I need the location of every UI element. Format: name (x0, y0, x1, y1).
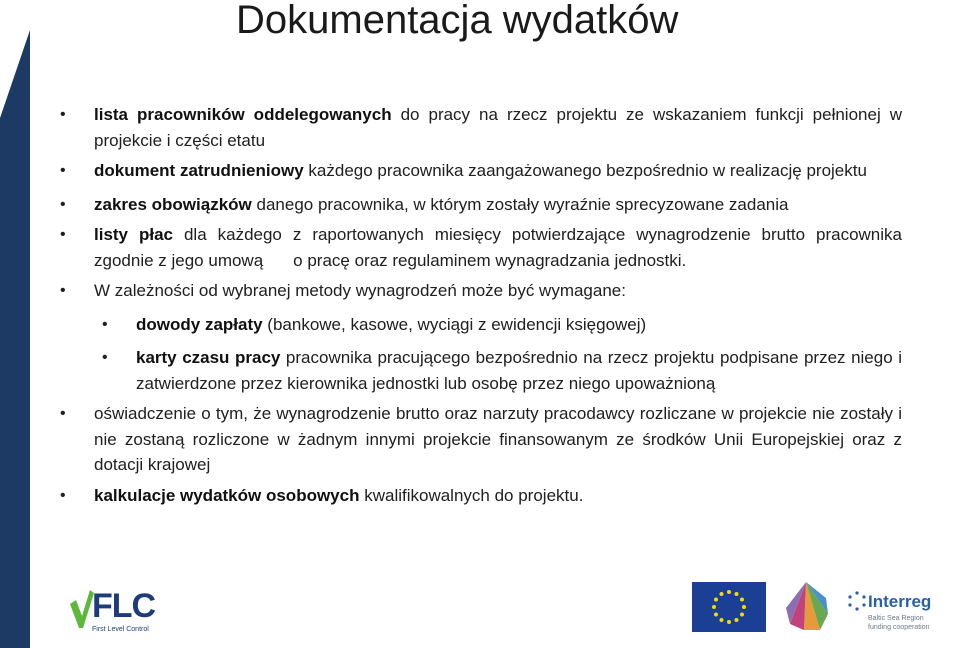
eu-star (735, 618, 739, 622)
bullet-text: każdego pracownika zaangażowanego bezpośrednio w realizację projektu (303, 161, 867, 180)
eu-star (727, 620, 731, 624)
bullet-text: dla każdego z raportowanych miesięcy potwierdzające wynagrodzenie brutto pracownika zgodnie z jego umową (94, 225, 902, 270)
bullet-item (60, 102, 902, 153)
bullet-item (60, 192, 902, 218)
interreg-stars-icon (846, 590, 868, 612)
bullet-list (60, 102, 902, 508)
eu-star (740, 598, 744, 602)
side-accent-bar (0, 0, 30, 648)
bullet-item (60, 222, 902, 273)
bullet-text: oświadczenie o tym, że wynagrodzenie brutto oraz narzuty pracodawcy rozliczane w projekcie nie zostały i nie zostaną rozliczone w żadnym innymi projekcie finansowanym ze środków Unii Europejskiej oraz z dotacji krajowej (94, 404, 902, 474)
eu-star (720, 592, 724, 596)
bullet-text: o pracę oraz regulaminem wynagradzania jednostki. (293, 250, 687, 270)
eu-star (742, 605, 746, 609)
bsr-prism-icon (776, 578, 836, 636)
interreg-logo-subtitle (868, 614, 930, 632)
eu-flag-icon (692, 582, 766, 632)
bullet-bold: zakres obowiązków (94, 194, 252, 214)
bullet-text: danego pracownika, w którym zostały wyraźnie sprecyzowane zadania (251, 194, 789, 214)
bullet-bold: karty czasu pracy (136, 348, 281, 367)
bullet-item (60, 158, 902, 184)
eu-star (720, 618, 724, 622)
bullet-text: kwalifikowalnych do projektu. (359, 485, 584, 505)
flc-logo-name: FLC (92, 587, 156, 625)
flc-logo (70, 586, 164, 640)
bullet-bold: dokument zatrudnieniowy (94, 161, 304, 180)
sub-bullet-item (60, 312, 902, 338)
bullet-bold: listy płac (94, 225, 173, 244)
bullet-bold: dowody zapłaty (136, 314, 263, 334)
eu-star (740, 613, 744, 617)
interreg-logo-name: Interreg (868, 592, 932, 611)
checkmark-icon (70, 590, 94, 630)
bullet-bold: kalkulacje wydatków osobowych (94, 485, 360, 505)
bullet-item (60, 278, 902, 304)
bullet-text: pracownika pracującego bezpośrednio na rzecz projektu podpisane przez niego i zatwierdzone przez kierownika jednostki lub osobę przez niego upoważnioną (136, 348, 903, 393)
bullet-bold: lista pracowników oddelegowanych (94, 105, 392, 124)
interreg-logo (846, 584, 942, 640)
eu-star (727, 590, 731, 594)
bullet-item (60, 483, 902, 509)
eu-star (714, 598, 718, 602)
flc-logo-tagline: First Level Control (92, 626, 149, 633)
sub-bullet-item (60, 345, 902, 396)
bullet-text: W zależności od wybranej metody wynagrodzeń może być wymagane: (94, 281, 626, 300)
interreg-region: Baltic Sea Region (868, 615, 924, 622)
eu-star (714, 613, 718, 617)
interreg-tagline: funding cooperation (868, 624, 930, 631)
bullet-text: (bankowe, kasowe, wyciągi z ewidencji księgowej) (262, 314, 647, 334)
bullet-item (60, 401, 902, 478)
eu-star (712, 605, 716, 609)
bullet-text: do pracy na rzecz projektu ze wskazaniem funkcji pełnionej w projekcie i części etatu (94, 105, 902, 150)
slide-title: Dokumentacja wydatków (236, 0, 679, 42)
eu-star (735, 592, 739, 596)
